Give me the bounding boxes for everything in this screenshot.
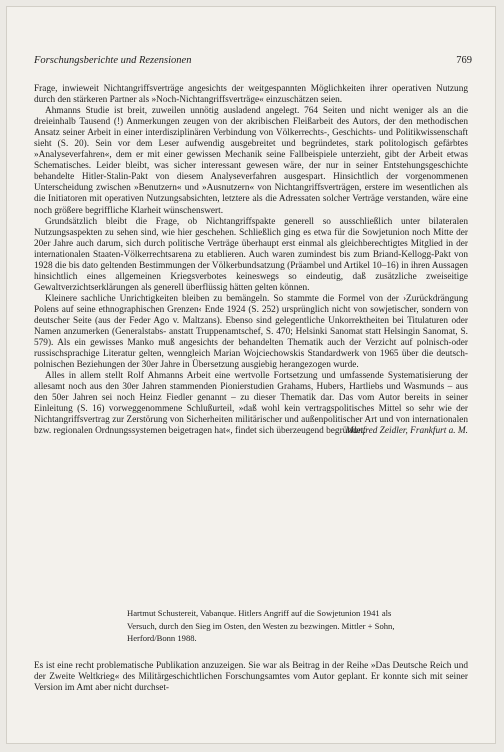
running-title: Forschungsberichte und Rezensionen xyxy=(34,55,192,66)
page-number: 769 xyxy=(456,55,472,66)
page-header xyxy=(34,55,472,71)
paragraph: Es ist eine recht problematische Publikation anzuzeigen. Sie war als Beitrag in der Reihe »Das Deutsche Reich und der Zweite Weltkrieg« des Militärgeschichtlichen Forschungsamtes vom Autor geplant. Er konnte sich mit seiner Version im Amt aber nicht durchset- xyxy=(34,661,468,694)
paragraph: Kleinere sachliche Unrichtigkeiten bleiben zu bemängeln. So stammte die Formel von der ›Zurückdrängung Polens auf seine ethnographischen Grenzen‹ Ende 1924 (S. 252) ursprünglich nicht von sowjetischer, sondern von deutscher Seite (aus der Feder Ago v. Maltzans). Ebenso sind gelegentliche Unkorrektheiten bei Titulaturen oder Namen anzumerken (Generalstabs- anstatt Truppenamtschef, S. 470; Helsinki Sanomat statt Helsingin Sanomat, S. 579). Als ein gewisses Manko muß angesichts der behandelten Thematik auch der Verzicht auf polnisch-oder russischsprachige Literatur gelten, wenngleich Marian Wojciechowskis Standardwerk von 1965 über die deutsch-polnischen Beziehungen der 30er Jahre in Übersetzung ausgiebig herangezogen wurde. xyxy=(34,293,468,371)
paragraph: Grundsätzlich bleibt die Frage, ob Nichtangriffspakte generell so ausschließlich unter bilateralen Nutzungsaspekten zu sehen sind, wie hier geschehen. Schließlich ging es etwa für die Sowjetunion noch Mitte der 20er Jahre auch darum, sich durch politische Verträge überhaupt erst einmal als gleichberechtigtes Mitglied in der internationalen Staaten-Völkerrechtsarena zu etablieren. Auch waren zumindest bis zum Briand-Kellogg-Pakt von 1928 die bis dato geltenden Bestimmungen der Völkerbundsatzung (Präambel und Artikel 10–16) in ihren Aussagen hinsichtlich eines allgemeinen Kriegsverbotes keineswegs so eindeutig, daß zusätzliche zweiseitige Gewaltverzichtserklärungen als generell überflüssig hätten gelten können. xyxy=(34,216,468,293)
citation-line: Herford/Bonn 1988. xyxy=(127,633,197,643)
book-page xyxy=(6,6,496,744)
book-citation xyxy=(127,607,457,645)
paragraph: Ahmanns Studie ist breit, zuweilen unnötig ausladend angelegt. 764 Seiten und nicht weniger als an die dreieinhalb Tausend (!) Anmerkungen zeugen von der akribischen Fleißarbeit des Autors, der den methodischen Ansatz seiner Arbeit in einer interdisziplinären Verbindung von Völkerrechts-, Geschichts- und Politikwissenschaft sieht (S. 20). Sein vor dem Leser aufwendig ausgebreitet und begründetes, stark politologisch gefärbtes »Analyseverfahren«, dem er mit einer gewissen Mechanik seine Fallbeispiele unterzieht, gibt der Arbeit etwas Schematisches. Leider bleibt, was sicher interessant gewesen wäre, der nur in seiner Entstehungsgeschichte behandelte Hitler-Stalin-Pakt von diesem Analyseverfahren ausgespart. Hinsichtlich der vorgenommenen Unterscheidung zwischen »Benutzern« und »Ausnutzern« von Nichtangriffsverträgen, erstere im wesentlichen als die Initiatoren mit operativen Nutzungsabsichten, letztere als die Adressaten solcher Verträge verstanden, wäre eine noch größere begriffliche Klarheit wünschenswert. xyxy=(34,106,468,216)
paragraph: Alles in allem stellt Rolf Ahmanns Arbeit eine wertvolle Fortsetzung und umfassende Systematisierung der allesamt noch aus den 30er Jahren stammenden Pionierstudien Grahams, Hubers, Hartliebs und Wasmunds – aus den 50er Jahren sei noch Heinz Fiedler genannt – zu dieser Thematik dar. Das vom Autor bereits in seiner Einleitung (S. 16) vorweggenommene Schlußurteil, »daß wohl kein vertragspolitisches Mittel so sehr wie der Nichtangriffsvertrag zur Zerstörung von Sicherheiten militärischer und außenpolitischer Art und von internationalen bzw. regionalen Ordnungssystemen beigetragen hat«, findet sich überzeugend begründet. xyxy=(34,371,468,437)
paragraph: Frage, inwieweit Nichtangriffsverträge angesichts der weitgespannten Möglichkeiten ihrer operativen Nutzung durch den stärkeren Partner als »Noch-Nichtangriffsverträge« einzuschätzen seien. xyxy=(34,84,468,106)
reviewer-name: Manfred Zeidler, Frankfurt a. M. xyxy=(345,426,468,437)
review-text-column xyxy=(34,84,468,438)
citation-line: Versuch, durch den Sieg im Osten, den Westen zu bezwingen. Mittler + Sohn, xyxy=(127,620,395,631)
review-opening xyxy=(34,661,468,694)
citation-line: Hartmut Schustereit, Vabanque. Hitlers Angriff auf die Sowjetunion 1941 als xyxy=(127,608,392,618)
